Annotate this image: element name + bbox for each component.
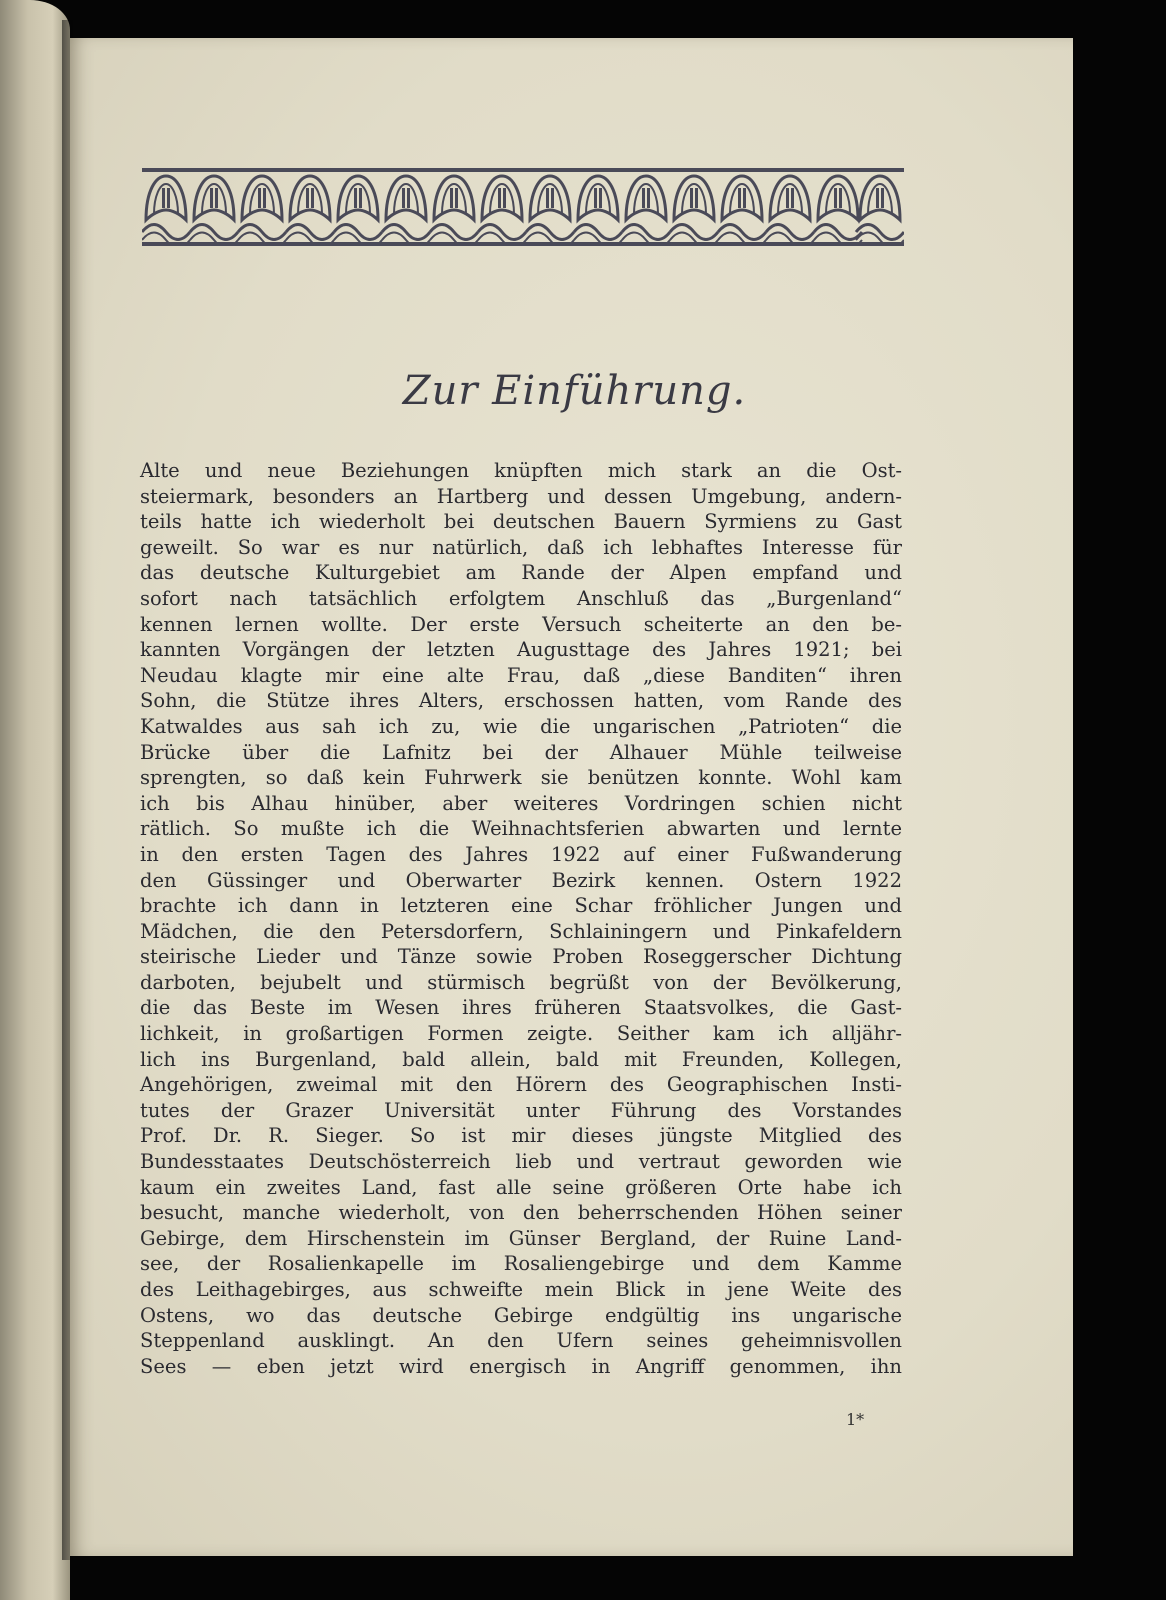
page-title: Zur Einführung. [402, 368, 747, 414]
text-line: Neudau klagte mir eine alte Frau, daß „diese Banditen“ ihren [140, 663, 902, 687]
left-page-edge [0, 0, 70, 1600]
text-line: Ostens, wo das deutsche Gebirge endgültig ins ungarische [140, 1303, 902, 1327]
book-page [70, 38, 1073, 1556]
text-line: steirische Lieder und Tänze sowie Proben Roseggerscher Dichtung [140, 945, 902, 969]
text-line: Angehörigen, zweimal mit den Hörern des Geographischen Insti- [140, 1073, 902, 1097]
text-line: steiermark, besonders an Hartberg und dessen Umgebung, andern- [140, 484, 902, 508]
text-line: geweilt. So war es nur natürlich, daß ich lebhaftes Interesse für [140, 535, 902, 559]
text-line: darboten, bejubelt und stürmisch begrüßt von der Bevölkerung, [140, 970, 902, 994]
text-line: besucht, manche wiederholt, von den beherrschenden Höhen seiner [140, 1201, 902, 1225]
text-line: lich ins Burgenland, bald allein, bald mit Freunden, Kollegen, [140, 1047, 902, 1071]
text-line: Prof. Dr. R. Sieger. So ist mir dieses jüngste Mitglied des [140, 1124, 902, 1148]
text-line: Katwaldes aus sah ich zu, wie die ungarischen „Patrioten“ die [140, 714, 902, 738]
text-line: see, der Rosalienkapelle im Rosaliengebirge und dem Kamme [140, 1252, 902, 1276]
text-line: Mädchen, die den Petersdorfern, Schlainingern und Pinkafeldern [140, 919, 902, 943]
text-line: ich bis Alhau hinüber, aber weiteres Vordringen schien nicht [140, 791, 902, 815]
text-line: lichkeit, in großartigen Formen zeigte. Seither kam ich alljähr- [140, 1022, 902, 1046]
text-line: das deutsche Kulturgebiet am Rande der Alpen empfand und [140, 561, 902, 585]
text-line: den Güssinger und Oberwarter Bezirk kennen. Ostern 1922 [140, 868, 902, 892]
text-line: brachte ich dann in letzteren eine Schar fröhlicher Jungen und [140, 894, 902, 918]
text-line: Steppenland ausklingt. An den Ufern seines geheimnisvollen [140, 1329, 902, 1353]
text-line: die das Beste im Wesen ihres früheren Staatsvolkes, die Gast- [140, 996, 902, 1020]
text-line: Gebirge, dem Hirschenstein im Günser Bergland, der Ruine Land- [140, 1226, 902, 1250]
text-line: Sohn, die Stütze ihres Alters, erschossen hatten, vom Rande des [140, 689, 902, 713]
text-line: kaum ein zweites Land, fast alle seine größeren Orte habe ich [140, 1175, 902, 1199]
text-line: rätlich. So mußte ich die Weihnachtsferien abwarten und lernte [140, 817, 902, 841]
text-line: Alte und neue Beziehungen knüpften mich stark an die Ost- [140, 459, 902, 482]
text-line: Sees — eben jetzt wird energisch in Angriff genommen, ihn [140, 1354, 902, 1378]
text-line: in den ersten Tagen des Jahres 1922 auf einer Fußwanderung [140, 842, 902, 866]
ornament-border-icon [142, 168, 904, 246]
text-line: kannten Vorgängen der letzten Augusttage des Jahres 1921; bei [140, 638, 902, 662]
text-line: teils hatte ich wiederholt bei deutschen Bauern Syrmiens zu Gast [140, 510, 902, 534]
text-line: tutes der Grazer Universität unter Führung des Vorstandes [140, 1098, 902, 1122]
text-line: des Leithagebirges, aus schweifte mein Blick in jene Weite des [140, 1278, 902, 1301]
body-text [140, 458, 902, 1379]
text-line: kennen lernen wollte. Der erste Versuch scheiterte an den be- [140, 612, 902, 636]
text-line: Brücke über die Lafnitz bei der Alhauer Mühle teilweise [140, 740, 902, 764]
page-number: 1* [846, 1410, 865, 1429]
text-line: Bundesstaates Deutschösterreich lieb und vertraut geworden wie [140, 1150, 902, 1174]
text-line: sofort nach tatsächlich erfolgtem Anschluß das „Burgenland“ [140, 586, 902, 610]
text-line: sprengten, so daß kein Fuhrwerk sie benützen konnte. Wohl kam [140, 766, 902, 790]
